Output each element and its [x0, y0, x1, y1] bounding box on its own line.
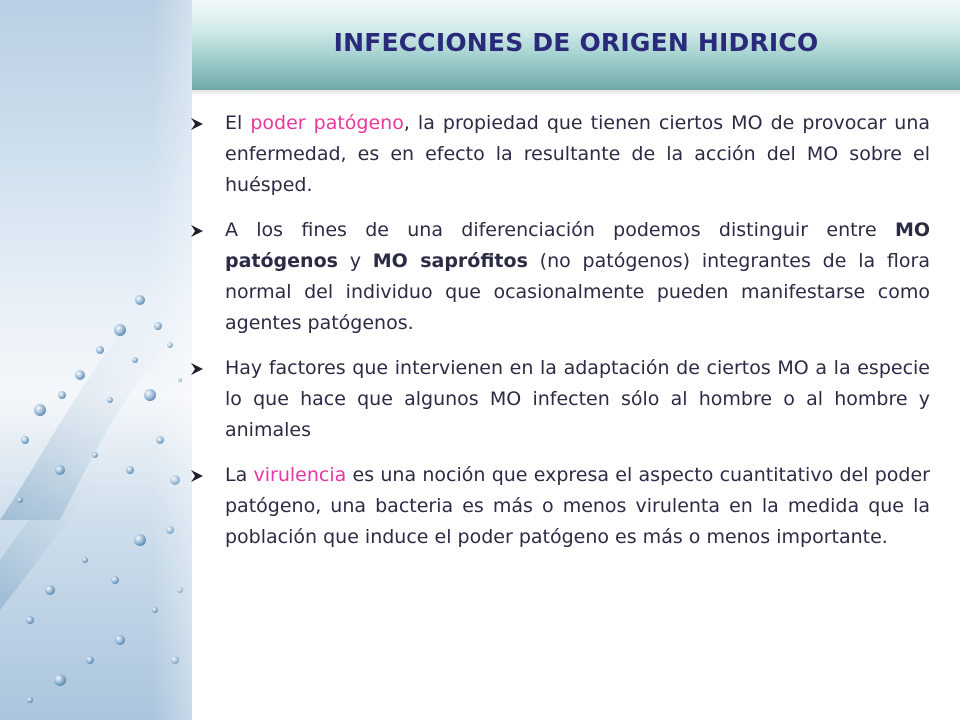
bullet-item-virulencia [190, 460, 930, 553]
arrow-bullet-icon [190, 469, 204, 483]
bullet-text: (no patógenos) integrantes de la flora normal del individuo que ocasionalmente pueden manifestarse como agentes patógenos. [225, 250, 930, 334]
bullet-text: Hay factores que intervienen en la adaptación de ciertos MO a la especie lo que hace que algunos MO infecten sólo al hombre o al hombre y animales [225, 357, 930, 441]
term-mo-saprofitos: MO saprófitos [372, 250, 528, 272]
bullet-text: y [337, 250, 373, 272]
water-splash-image [0, 0, 192, 720]
highlight-poder-patogeno: poder patógeno [250, 112, 404, 134]
bullet-text: El [225, 112, 251, 134]
bullet-list [190, 108, 930, 567]
arrow-bullet-icon [190, 224, 204, 238]
arrow-bullet-icon [190, 117, 204, 131]
title-bar [192, 0, 960, 90]
arrow-bullet-icon [190, 362, 204, 376]
bullet-text: , la propiedad que tienen ciertos MO de provocar una enfermedad, es en efecto la resultante de la acción del MO sobre el huésped. [225, 112, 931, 196]
bullet-text: A los fines de una diferenciación podemos distinguir entre [225, 219, 895, 241]
term-mo-patogenos: MO patógenos [225, 219, 930, 272]
bullet-item-adaptacion [190, 353, 930, 446]
highlight-virulencia: virulencia [253, 464, 347, 486]
bullet-text: es una noción que expresa el aspecto cuantitativo del poder patógeno, una bacteria es más o menos virulenta en la medida que la población que induce el poder patógeno es más o menos importante. [225, 464, 930, 548]
bullet-item-patogenos-saprofitos [190, 215, 930, 339]
slide-title: INFECCIONES DE ORIGEN HIDRICO [333, 28, 819, 57]
bullet-text: La [225, 464, 254, 486]
bullet-item-poder-patogeno [190, 108, 930, 201]
